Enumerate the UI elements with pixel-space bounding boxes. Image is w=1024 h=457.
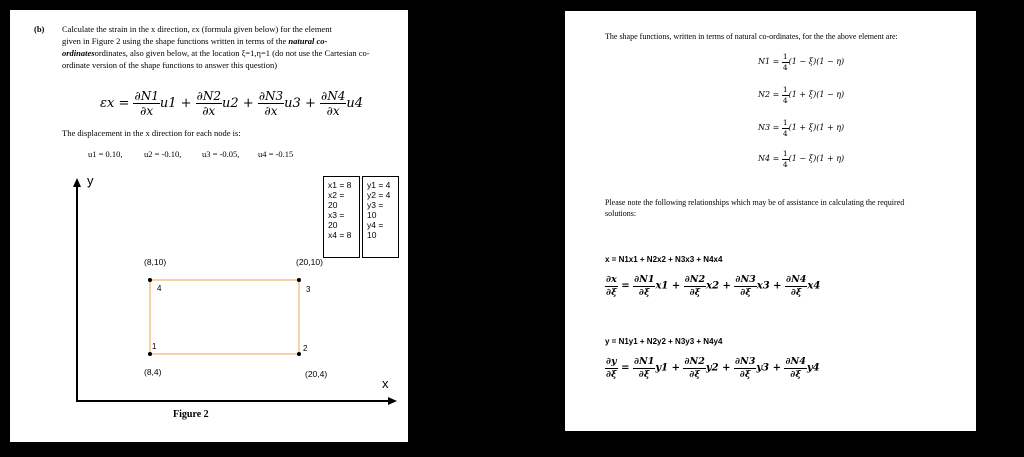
note-line-1: Please note the following relationships which may be of assistance in calculating the required: [605, 198, 905, 207]
strain-term-3-fraction: $\frac{\partial N3}{\partial x}$: [258, 89, 284, 118]
instruction-line-3: ordinatesordinates, also given below, at the location ξ=1,η=1 (do not use the Cartesian co-: [62, 48, 370, 58]
node-4-point: [148, 278, 152, 282]
node-4-coord-label: (8,10): [144, 257, 167, 267]
displacement-intro: The displacement in the x direction for each node is:: [62, 128, 241, 138]
node-2-point: [297, 352, 301, 356]
ordinates-emphasis: ordinates: [62, 48, 95, 58]
instruction-line-1: Calculate the strain in the x direction, εx (formula given below) for the element: [62, 24, 332, 34]
y-relation: y = N1y1 + N2y2 + N3y3 + N4y4: [605, 337, 723, 346]
node-3-coord-label: (20,10): [296, 257, 323, 267]
y-axis-arrow: [73, 178, 81, 187]
strain-lhs: εx: [100, 96, 115, 111]
node-2-coord-label: (20,4): [305, 369, 328, 379]
strain-term-4-fraction: $\frac{\partial N4}{\partial x}$: [321, 89, 346, 118]
node-1-number: 1: [152, 342, 157, 351]
note-line-2: solutions:: [605, 209, 637, 218]
y-coordinates-box: y1 = 4 y2 = 4 y3 = 10 y4 = 10: [362, 176, 399, 258]
y-derivative-equation: $\frac{\partial y}{\partial\xi}$ = $\frac{\partial N1}{\partial\xi}$ y1 + $\frac{\partial N2}{\partial\xi}$ y2 + $\frac{\partial N3}{\partial\xi}$ y3 + $\frac{\partial N4}{\partial\xi}$ y4: [605, 356, 820, 380]
instruction-line-4: ordinate version of the shape functions to answer this question): [62, 60, 278, 70]
shape-function-n2: N2 = $\frac{1}{4}$ (1 + ξ)(1 − η): [758, 85, 845, 105]
reference-page: [565, 11, 976, 431]
y-axis-label: y: [87, 173, 94, 188]
instruction-line-2: given in Figure 2 using the shape functions written in terms of the natural co-: [62, 36, 328, 46]
part-label: (b): [34, 24, 45, 34]
shape-functions-intro: The shape functions, written in terms of natural co-ordinates, for the the above element are:: [605, 32, 898, 41]
displacement-u4: u4 = -0.15: [258, 149, 294, 159]
displacement-u1: u1 = 0.10,: [88, 149, 123, 159]
node-1-coord-label: (8,4): [144, 367, 162, 377]
shape-function-n1: N1 = $\frac{1}{4}$ (1 − ξ)(1 − η): [758, 52, 845, 72]
displacement-u2: u2 = -0.10,: [144, 149, 182, 159]
x-coordinates-box: x1 = 8 x2 = 20 x3 = 20 x4 = 8: [323, 176, 360, 258]
question-page: [10, 10, 408, 442]
node-3-point: [297, 278, 301, 282]
strain-term-1-fraction: $\frac{\partial N1}{\partial x}$: [134, 89, 159, 118]
node-4-number: 4: [157, 284, 162, 293]
node-3-number: 3: [306, 285, 311, 294]
x-axis-label: x: [382, 376, 389, 391]
x-derivative-equation: $\frac{\partial x}{\partial\xi}$ = $\frac{\partial N1}{\partial\xi}$ x1 + $\frac{\partial N2}{\partial\xi}$ x2 + $\frac{\partial N3}{\partial\xi}$ x3 + $\frac{\partial N4}{\partial\xi}$ x4: [606, 274, 821, 298]
displacement-u3: u3 = -0.05,: [202, 149, 240, 159]
shape-function-n3: N3 = $\frac{1}{4}$ (1 + ξ)(1 + η): [758, 118, 845, 138]
shape-function-n4: N4 = $\frac{1}{4}$ (1 − ξ)(1 + η): [758, 149, 845, 169]
element-outline: [150, 280, 299, 354]
strain-equation: εx = $\frac{\partial N1}{\partial x}$ u1 + $\frac{\partial N2}{\partial x}$ u2 + $\frac{\partial N3}{\partial x}$ u3 + $\frac{\partial N4}{\partial x}$ u4: [100, 89, 363, 118]
x-relation: x = N1x1 + N2x2 + N3x3 + N4x4: [605, 255, 723, 264]
node-2-number: 2: [303, 344, 308, 353]
natural-co-emphasis: natural co-: [288, 36, 328, 46]
x-axis-arrow: [388, 397, 397, 405]
strain-term-2-fraction: $\frac{\partial N2}{\partial x}$: [196, 89, 221, 118]
figure-caption: Figure 2: [173, 409, 209, 420]
